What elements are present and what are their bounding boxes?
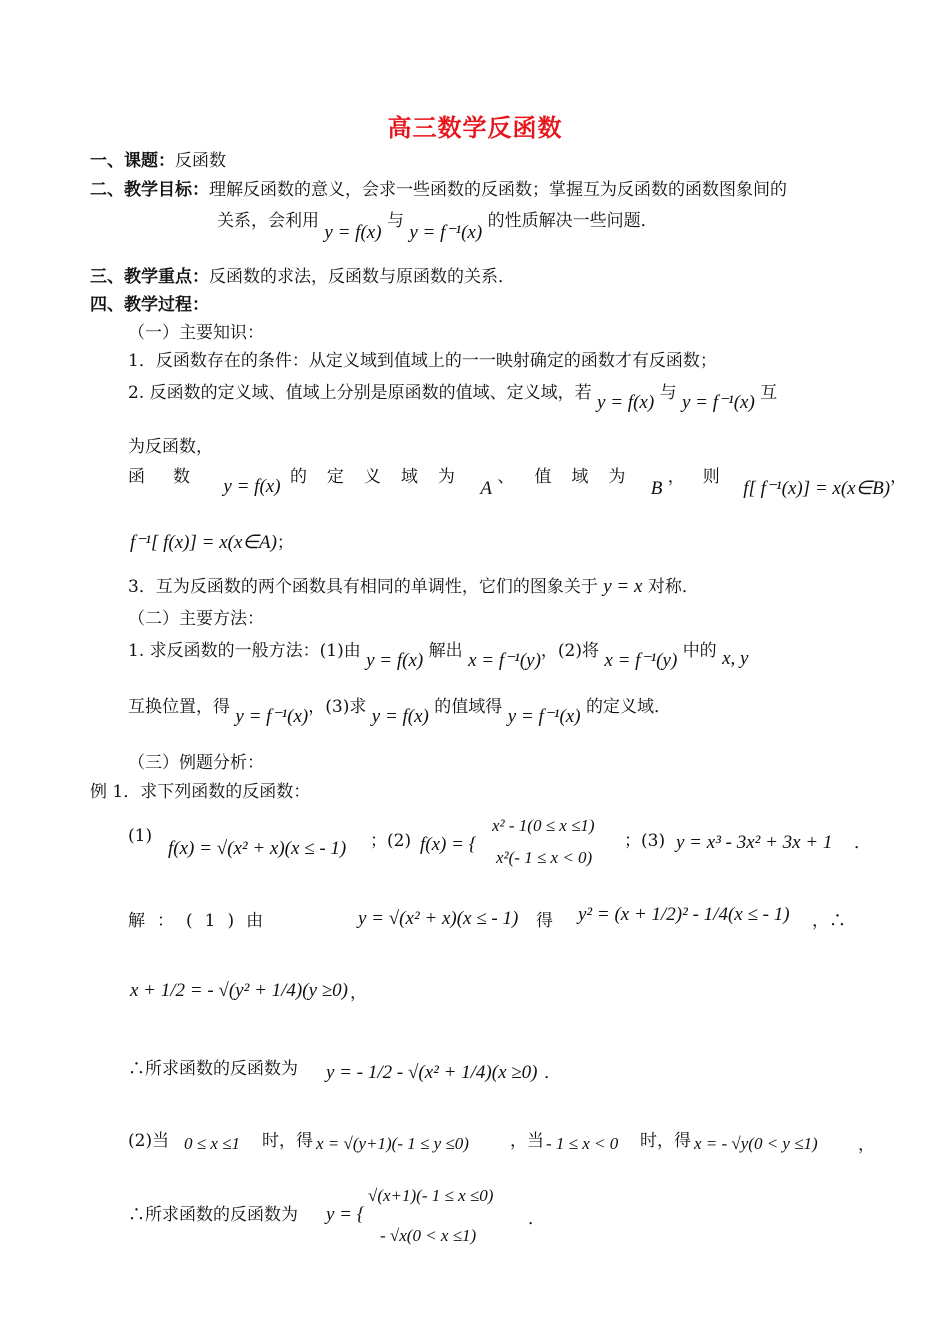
math-result-2-case-1: √(x+1)(- 1 ≤ x ≤0) (368, 1186, 494, 1205)
section-2-text: 理解反函数的意义，会求一些函数的反函数；掌握互为反函数的函数图象间的 (209, 180, 787, 200)
knowledge-item-2-line1 (128, 378, 778, 413)
solution-2-got-2: 时，得 (640, 1131, 691, 1151)
example-1-end: ． (854, 833, 871, 853)
methods-text-b: 解出 (428, 641, 463, 661)
knowledge-item-2-line3 (128, 462, 908, 499)
knowledge-item-2-text: 2. 反函数的定义域、值域上分别是原函数的值域、定义域，若 (128, 383, 592, 403)
math-y-fx: y = f(x) (324, 222, 382, 243)
knowledge-item-3-end: 对称． (647, 577, 699, 597)
example-1-part-3-label: ；(3) (624, 831, 666, 851)
math-problem-2-case-2: x²(- 1 ≤ x < 0) (496, 848, 593, 867)
solution-2-comma: ， (858, 1135, 875, 1155)
result-2-end: ． (528, 1209, 545, 1229)
knowledge-item-2-func: 函数 (128, 467, 218, 487)
math-result-1: y = - 1/2 - √(x² + 1/4)(x ≥0) (326, 1062, 538, 1083)
math-solution-1c: x + 1/2 = - √(y² + 1/4)(y ≥0) (130, 980, 349, 1001)
example-1-title: 例 1．求下列函数的反函数： (90, 782, 311, 802)
result-1-end: ． (544, 1063, 561, 1083)
knowledge-item-2-semicolon: ； (276, 533, 294, 553)
math-problem-2-lhs: f(x) = { (420, 834, 477, 855)
methods-text-e: 互换位置，得 (128, 697, 230, 717)
knowledge-header: （一）主要知识： (128, 323, 264, 343)
math-x-y: x, y (722, 648, 749, 669)
example-1-part-1-label: (1) (128, 826, 153, 846)
knowledge-item-3-text: 3．互为反函数的两个函数具有相同的单调性，它们的图象关于 (128, 577, 598, 597)
math-y-fx: y = f(x) (366, 650, 424, 671)
math-y-fx: y = f(x) (371, 706, 429, 727)
page-title: 高三数学反函数 (387, 114, 563, 142)
methods-text-d: 中的 (682, 641, 717, 661)
math-y-finv: y = f⁻¹(x) (507, 706, 581, 727)
result-2-text: ∴所求函数的反函数为 (128, 1205, 298, 1225)
math-x-finv-y: x = f⁻¹(y) (468, 650, 541, 671)
methods-line2 (128, 692, 671, 727)
methods-line1 (128, 636, 749, 671)
methods-text-c: ，(2)将 (540, 641, 600, 661)
math-y-finv: y = f⁻¹(x) (235, 706, 309, 727)
section-1-label: 一、课题： (90, 151, 175, 171)
knowledge-item-2-range: 、值域为 (497, 467, 646, 487)
section-2-text-c: 的性质解决一些问题． (487, 211, 658, 231)
solution-1-therefore: ，∴ (812, 911, 846, 931)
knowledge-item-2-comma: ， (890, 467, 908, 487)
section-2 (90, 175, 787, 200)
section-1-text: 反函数 (175, 151, 226, 171)
math-y-equals-x: y = x (603, 576, 643, 597)
section-2-text-a: 关系，会利用 (217, 211, 319, 231)
math-y-finv: y = f⁻¹(x) (681, 392, 755, 413)
section-3-label: 三、教学重点： (90, 267, 209, 287)
knowledge-item-2-and: 与 (659, 383, 677, 403)
solution-2-got: 时，得 (262, 1131, 313, 1151)
math-y-fx: y = f(x) (223, 476, 281, 497)
solution-1-start: 解：(1)由 (128, 911, 276, 931)
knowledge-item-2-domain: 的定义域为 (289, 467, 475, 487)
knowledge-item-1: 1．反函数存在的条件：从定义域到值域上的一一映射确定的函数才有反函数； (128, 351, 717, 371)
methods-header: （二）主要方法： (128, 609, 264, 629)
solution-1-comma: ， (350, 983, 367, 1003)
math-problem-3: y = x³ - 3x² + 3x + 1 (676, 832, 833, 853)
math-solution-2b: x = √(y+1)(- 1 ≤ y ≤0) (316, 1134, 469, 1153)
section-2-text-b: 与 (386, 211, 404, 231)
math-result-2-lhs: y = { (326, 1204, 365, 1225)
examples-header: （三）例题分析： (128, 753, 264, 773)
knowledge-item-3 (128, 572, 699, 598)
math-solution-2d: x = - √y(0 < y ≤1) (694, 1134, 818, 1153)
math-solution-1a: y = √(x² + x)(x ≤ - 1) (358, 908, 519, 929)
math-problem-2-case-1: x² - 1(0 ≤ x ≤1) (492, 816, 595, 835)
math-problem-1: f(x) = √(x² + x)(x ≤ - 1) (168, 838, 347, 859)
knowledge-item-2-then: ，则 (667, 467, 738, 487)
math-y-finv: y = f⁻¹(x) (409, 222, 483, 243)
methods-text-f: ，(3)求 (308, 697, 367, 717)
math-solution-1b: y² = (x + 1/2)² - 1/4(x ≤ - 1) (578, 904, 790, 925)
math-solution-2a: 0 ≤ x ≤1 (184, 1134, 240, 1153)
math-set-b: B (650, 478, 663, 499)
section-3-text: 反函数的求法，反函数与原函数的关系． (209, 267, 515, 287)
math-result-2-case-2: - √x(0 < x ≤1) (380, 1226, 477, 1245)
solution-2-when-2: ，当 (510, 1131, 544, 1151)
result-1-text: ∴所求函数的反函数为 (128, 1059, 298, 1079)
math-x-finv-y: x = f⁻¹(y) (604, 650, 678, 671)
section-1 (90, 146, 226, 171)
math-composition-1: f[ f⁻¹(x)] = x(x∈B) (743, 478, 891, 499)
methods-text-g: 的值域得 (434, 697, 503, 717)
math-solution-2c: - 1 ≤ x < 0 (546, 1134, 619, 1153)
math-composition-2: f⁻¹[ f(x)] = x(x∈A) (130, 532, 277, 553)
methods-text-h: 的定义域． (585, 697, 671, 717)
math-y-fx: y = f(x) (597, 392, 655, 413)
knowledge-item-2-mutual: 互 (760, 383, 778, 403)
methods-text-a: 1. 求反函数的一般方法：(1)由 (128, 641, 361, 661)
section-3 (90, 262, 515, 287)
solution-2-when: (2)当 (128, 1131, 170, 1151)
knowledge-item-2-line4 (130, 528, 294, 554)
section-2-label: 二、教学目标： (90, 180, 209, 200)
section-2-line2 (217, 206, 658, 243)
section-4-label: 四、教学过程： (90, 295, 209, 315)
example-1-part-2-label: ；(2) (370, 831, 412, 851)
knowledge-item-2-line2: 为反函数， (128, 437, 213, 457)
solution-1-got: 得 (536, 911, 553, 931)
math-set-a: A (480, 478, 492, 499)
